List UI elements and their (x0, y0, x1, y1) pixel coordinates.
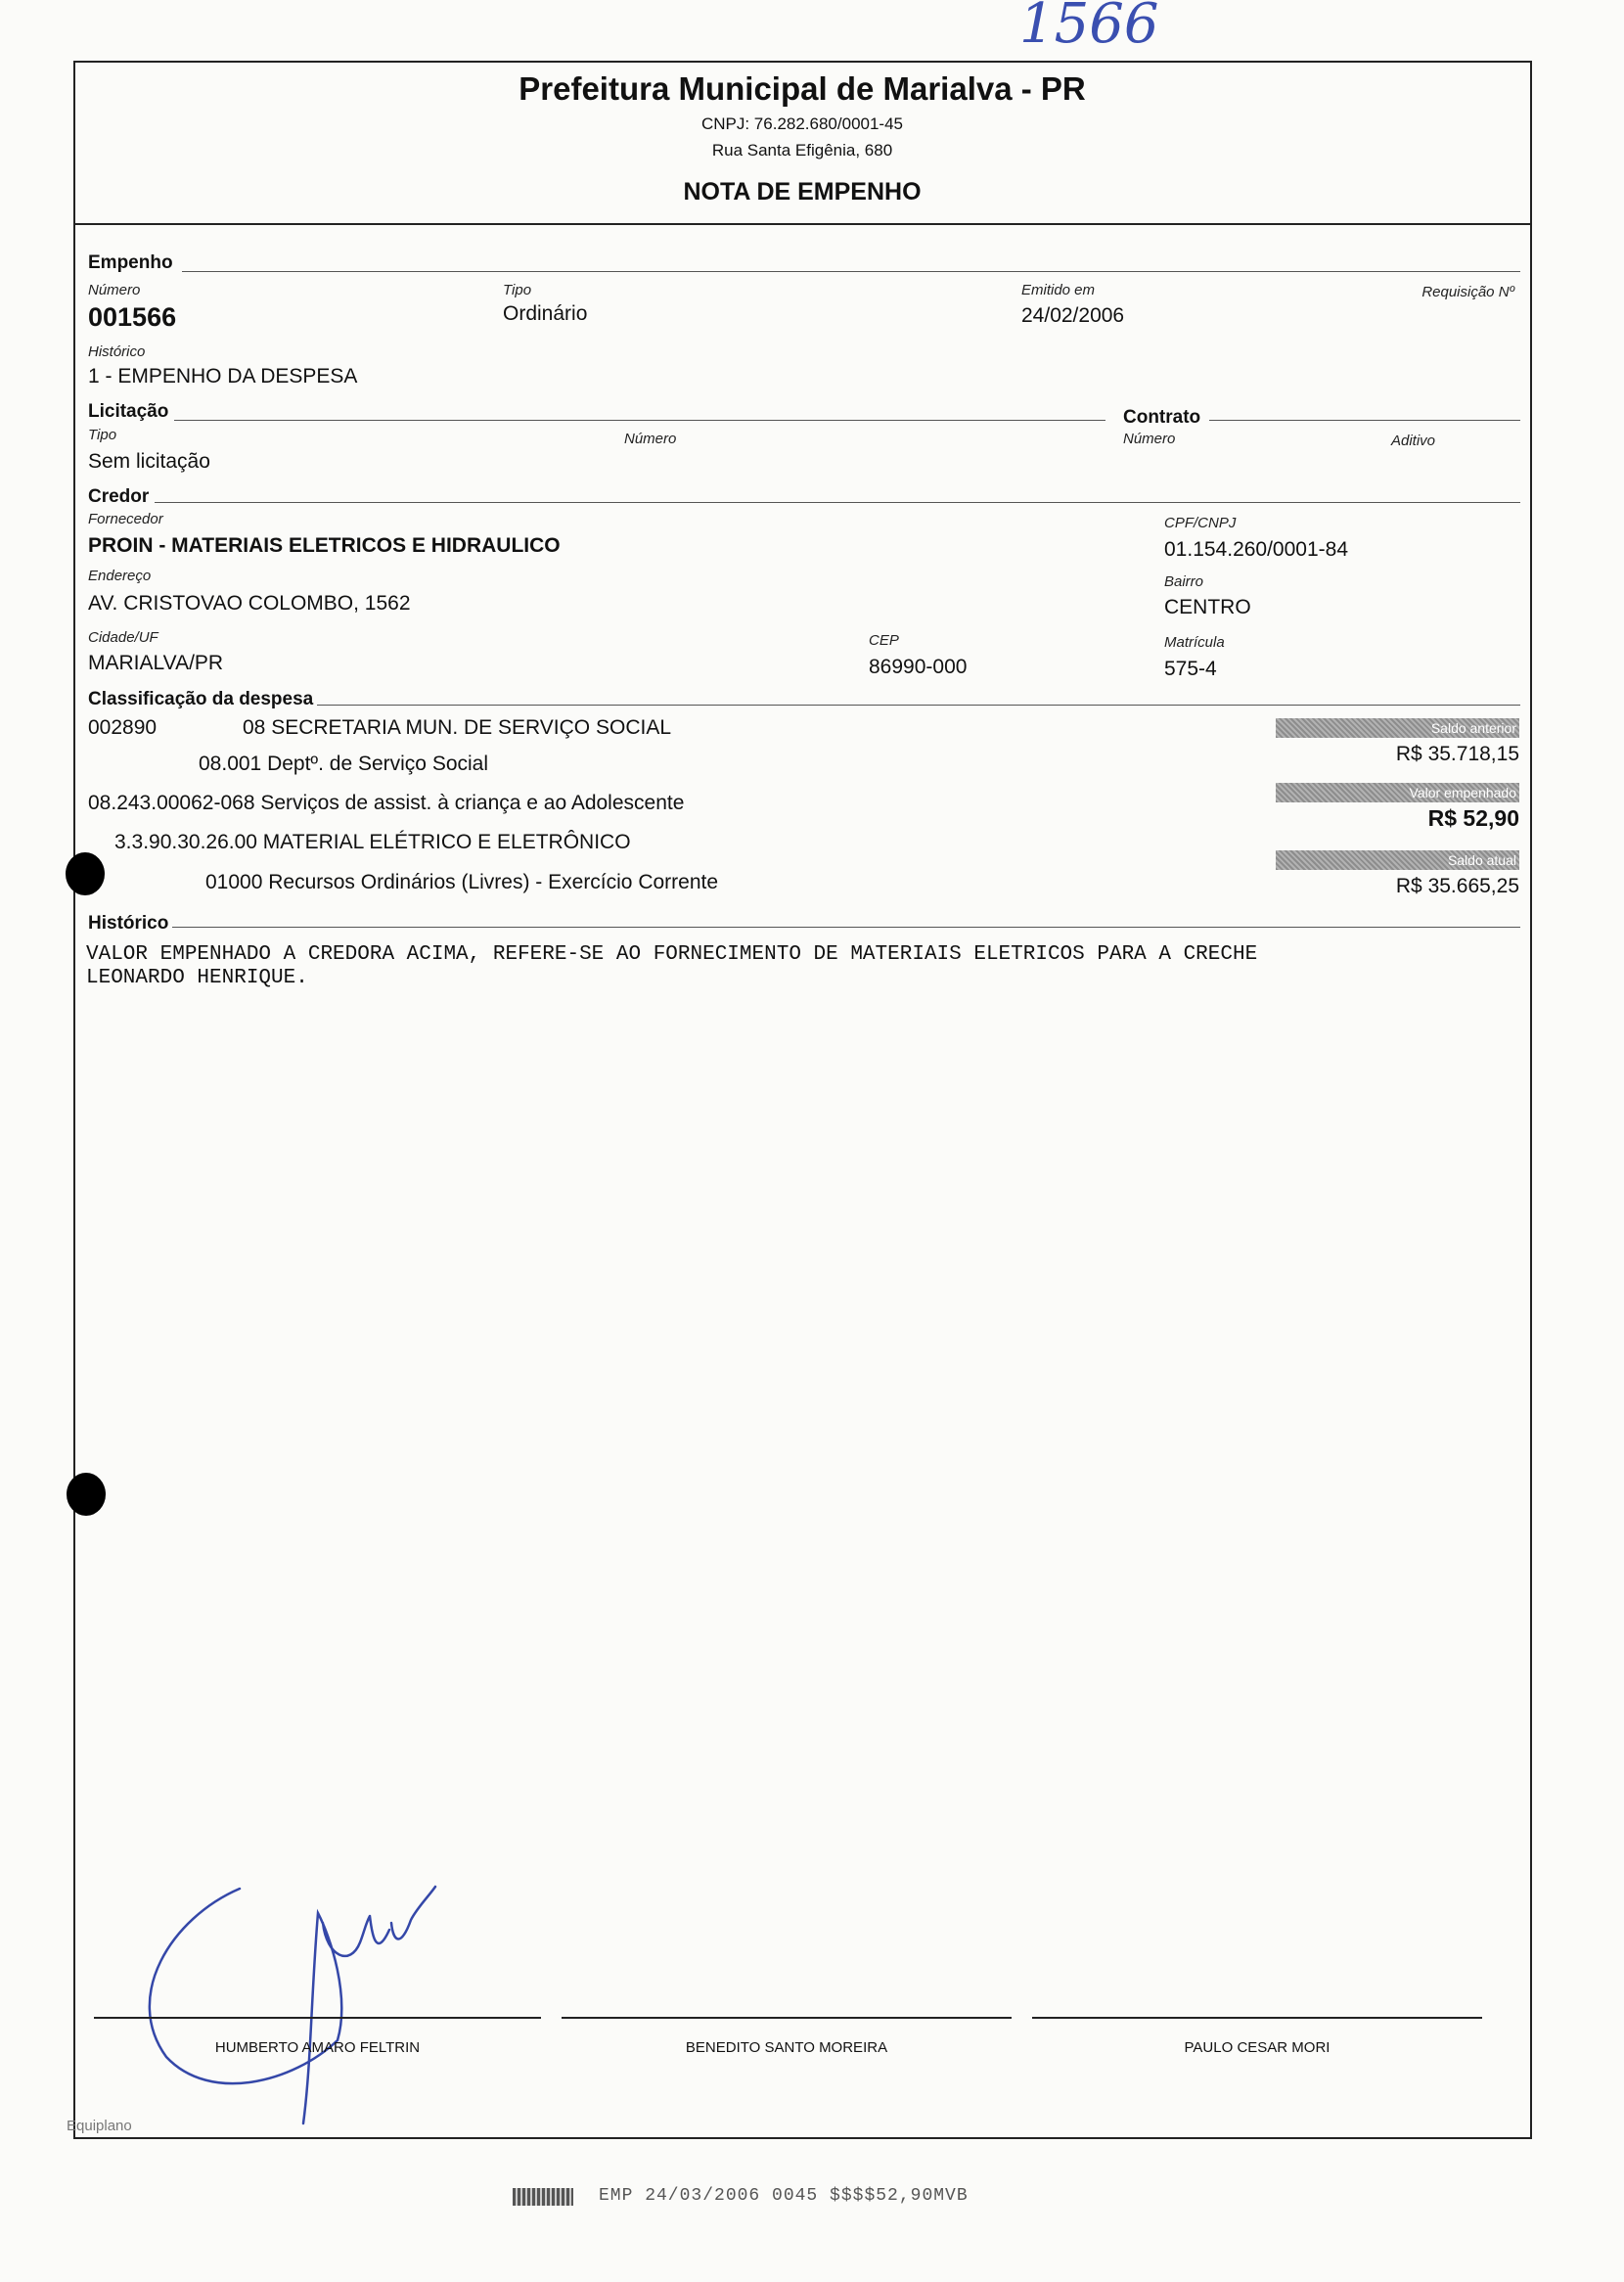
signature-name-1: HUMBERTO AMARO FELTRIN (214, 2039, 421, 2056)
handwritten-page-number: 1566 (1019, 0, 1159, 56)
empenho-tipo: Ordinário (503, 302, 588, 325)
punch-hole-bottom (67, 1473, 106, 1516)
credor-endereco: AV. CRISTOVAO COLOMBO, 1562 (88, 592, 411, 615)
licitacao-rule (174, 420, 1105, 421)
licitacao-numero-label: Número (624, 431, 677, 447)
classificacao-recurso: 01000 Recursos Ordinários (Livres) - Exercício Corrente (205, 871, 719, 893)
saldo-anterior-label: Saldo anterior (1276, 718, 1519, 738)
credor-bairro: CENTRO (1164, 596, 1251, 618)
contrato-rule (1209, 420, 1520, 421)
empenho-historico: 1 - EMPENHO DA DESPESA (88, 365, 358, 388)
credor-section-title: Credor (88, 486, 150, 507)
signature-line-1 (94, 2017, 541, 2019)
credor-matricula-label: Matrícula (1164, 634, 1225, 651)
header-divider (73, 223, 1532, 225)
credor-cep-label: CEP (869, 632, 899, 649)
punch-hole-top (66, 852, 105, 895)
classificacao-section-title: Classificação da despesa (88, 689, 314, 709)
historico-text-line1: VALOR EMPENHADO A CREDORA ACIMA, REFERE-SE AO FORNECIMENTO DE MATERIAIS ELETRICOS PARA A CRECHE (86, 943, 1258, 966)
licitacao-tipo-label: Tipo (88, 427, 117, 443)
historico-section-title: Histórico (88, 913, 169, 934)
credor-matricula: 575-4 (1164, 658, 1217, 680)
header-cnpj: CNPJ: 76.282.680/0001-45 (700, 114, 904, 133)
valor-empenhado-label: Valor empenhado (1276, 783, 1519, 802)
header-address: Rua Santa Efigênia, 680 (711, 141, 893, 160)
historico-rule (172, 927, 1520, 928)
doc-title: NOTA DE EMPENHO (683, 178, 922, 205)
classificacao-elemento: 3.3.90.30.26.00 MATERIAL ELÉTRICO E ELETRÔNICO (114, 831, 631, 853)
empenho-emitido-label: Emitido em (1021, 282, 1096, 298)
signature-name-2: BENEDITO SANTO MOREIRA (685, 2039, 888, 2056)
classificacao-unidade: 08.001 Deptº. de Serviço Social (199, 753, 489, 775)
credor-fornecedor-label: Fornecedor (88, 511, 163, 527)
valor-empenhado-value: R$ 52,90 (1427, 805, 1519, 831)
credor-cpf-label: CPF/CNPJ (1164, 515, 1237, 531)
classificacao-funcional: 08.243.00062-068 Serviços de assist. à criança e ao Adolescente (88, 792, 685, 814)
classificacao-code: 002890 (88, 716, 158, 739)
empenho-numero-label: Número (88, 282, 141, 298)
saldo-atual-label: Saldo atual (1276, 850, 1519, 870)
historico-text-line2: LEONARDO HENRIQUE. (86, 967, 308, 989)
licitacao-tipo: Sem licitação (88, 450, 210, 473)
contrato-numero-label: Número (1123, 431, 1176, 447)
licitacao-section-title: Licitação (88, 401, 169, 422)
classificacao-orgao: 08 SECRETARIA MUN. DE SERVIÇO SOCIAL (243, 716, 672, 739)
footer-brand: Equiplano (67, 2118, 132, 2134)
empenho-historico-label: Histórico (88, 343, 146, 360)
credor-bairro-label: Bairro (1164, 573, 1204, 590)
contrato-section-title: Contrato (1123, 407, 1201, 428)
credor-endereco-label: Endereço (88, 568, 152, 584)
credor-cpf: 01.154.260/0001-84 (1164, 538, 1349, 561)
classificacao-rule (317, 705, 1520, 706)
signature-name-3: PAULO CESAR MORI (1184, 2039, 1331, 2056)
empenho-numero: 001566 (88, 302, 177, 332)
empenho-tipo-label: Tipo (503, 282, 532, 298)
footer-validation-stamp: EMP 24/03/2006 0045 $$$$52,90MVB (599, 2186, 969, 2206)
header-title: Prefeitura Municipal de Marialva - PR (519, 70, 1086, 107)
saldo-anterior-value: R$ 35.718,15 (1395, 743, 1519, 765)
credor-rule (155, 502, 1520, 503)
credor-cep: 86990-000 (869, 656, 968, 678)
empenho-rule (182, 271, 1520, 272)
credor-cidade-label: Cidade/UF (88, 629, 158, 646)
credor-fornecedor: PROIN - MATERIAIS ELETRICOS E HIDRAULICO (88, 534, 561, 557)
saldo-atual-value: R$ 35.665,25 (1395, 875, 1519, 897)
footer-stamp-mark (513, 2188, 573, 2206)
empenho-emitido: 24/02/2006 (1021, 304, 1125, 327)
empenho-section-title: Empenho (88, 252, 173, 273)
signature-line-3 (1032, 2017, 1482, 2019)
credor-cidade: MARIALVA/PR (88, 652, 224, 674)
contrato-aditivo-label: Aditivo (1391, 433, 1436, 449)
empenho-requisicao-label: Requisição Nº (1421, 284, 1514, 300)
signature-line-2 (562, 2017, 1012, 2019)
